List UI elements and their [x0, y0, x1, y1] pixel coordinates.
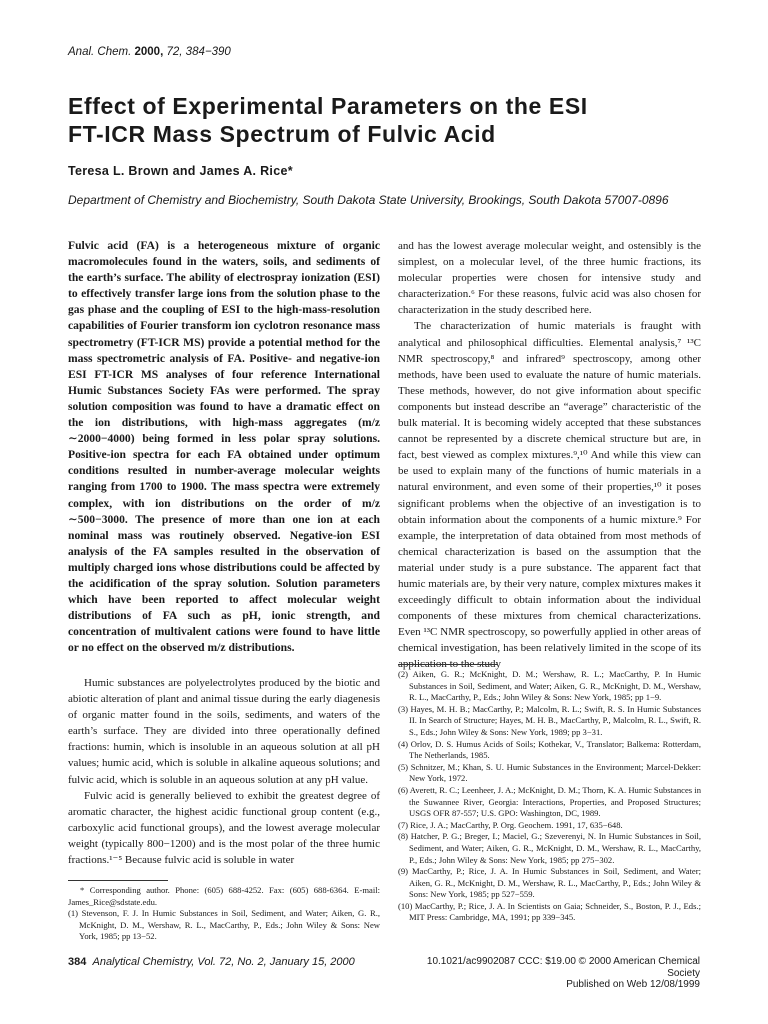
footnote-divider-left — [68, 880, 168, 881]
affiliation: Department of Chemistry and Biochemistry, South Dakota State University, Brookings, South Dakota 57007-0896 — [68, 193, 669, 207]
journal-reference — [68, 46, 231, 58]
corresponding-author-note: * Corresponding author. Phone: (605) 688-4252. Fax: (605) 688-6364. E-mail: James_Rice@sdstate.edu. — [68, 885, 380, 907]
reference-5: (5) Schnitzer, M.; Khan, S. U. Humic Substances in the Environment; Marcel-Dekker: New York, 1972. — [398, 761, 701, 784]
reference-8: (8) Hatcher, P. G.; Breger, I.; Maciel, G.; Szeverenyi, N. In Humic Substances in Soil, Sediment, and Water; Aiken, G. R., McKnight, D. M., Wershaw, R. L., MacCarthy, P., Eds.; John Wiley & Sons: New York, 1985; pp 275−302. — [398, 831, 701, 865]
intro-paragraph-2: Fulvic acid is generally believed to exhibit the greatest degree of aromatic character, the highest acidic functional group content (e.g., carboxylic acid functional groups), and the lowest average molecular weight (typically 800−1200) and is the most polar of the three humic fractions.¹⁻⁵ Because fulvic acid is soluble in water — [68, 789, 380, 867]
reference-9: (9) MacCarthy, P.; Rice, J. A. In Humic Substances in Soil, Sediment, and Water; Aiken, G. R., McKnight, D. M., Wershaw, R. L., MacCarthy, P., Eds.; John Wiley & Sons: New York, 1985; pp 527−559. — [398, 866, 701, 900]
title-line-2: FT-ICR Mass Spectrum of Fulvic Acid — [68, 121, 496, 147]
reference-7: (7) Rice, J. A.; MacCarthy, P. Org. Geochem. 1991, 17, 635−648. — [398, 819, 623, 830]
page-number: 384 — [68, 956, 87, 968]
journal-year: 2000, — [134, 46, 164, 58]
reference-3: (3) Hayes, M. H. B.; MacCarthy, P.; Malcolm, R. L.; Swift, R. S. In Humic Substances II. In Search of Structure; Hayes, M. H. B., MacCarthy, P., Malcolm, R. L., Swift, R. S., Eds.; John Wiley & Sons: New York, 1989; pp 3−31. — [398, 703, 701, 737]
reference-6: (6) Averett, R. C.; Leenheer, J. A.; McKnight, D. M.; Thorn, K. A. Humic Substances in the Suwannee River, Georgia: Interactions, Properties, and Proposed Structures; USGS OFR 87-557; U.S. GPO: Washington, DC, 1989. — [398, 784, 701, 819]
footnotes-left — [68, 885, 380, 943]
journal-issue: Analytical Chemistry, Vol. 72, No. 2, January 15, 2000 — [92, 956, 355, 968]
paper-title — [68, 92, 708, 148]
right-paragraph-1: and has the lowest average molecular weight, and ostensibly is the simplest, on a molecular level, of the three humic fractions, its molecular properties were chosen for intensive study and characterization.⁶ For these reasons, fulvic acid was also chosen for characterization in the study described here. — [398, 240, 701, 317]
footer-left — [68, 956, 355, 968]
reference-4: (4) Orlov, D. S. Humus Acids of Soils; Kothekar, V., Translator; Balkema: Rotterdam, The Netherlands, 1985. — [398, 738, 701, 761]
footnote-divider-right — [398, 664, 498, 665]
abstract: Fulvic acid (FA) is a heterogeneous mixture of organic macromolecules found in the waters, soils, and sediments of the earth’s surface. The ability of electrospray ionization (ESI) to effectively transfer large ions from the solution phase to the gas phase and the coupling of ESI to the high-mass-resolution capabilities of Fourier transform ion cyclotron resonance mass spectrometry (FT-ICR MS) provide a potential method for the mass spectrometric analysis of FA. Positive- and negative-ion ESI FT-ICR MS analyses of four reference International Humic Substances Society FAs were performed. The spray solution composition was found to have a dramatic effect on the ion distributions, with high-mass aggregates (m/z ∼2000−4000) being formed in less polar spray solutions. Positive-ion spectra for each FA obtained under optimum conditions resulted in number-average molecular weights ranging from 1700 to 1900. The mass spectra were extremely complex, with ion distributions on the order of m/z ∼500−3000. The presence of more than one ion at each nominal mass was routinely observed. Negative-ion ESI analysis of the FA samples resulted in the observation of multiply charged ions whose distributions could be affected by the acidification of the spray solution. Solution parameters which have been reported to affect molecular weight distributions of FA such as pH, ionic strength, and concentration of multivalent cations were found to have little or no effect on the observed m/z distributions. — [68, 239, 380, 655]
right-column — [398, 238, 701, 673]
title-line-1: Effect of Experimental Parameters on the ESI — [68, 93, 588, 119]
right-paragraph-2: The characterization of humic materials is fraught with analytical and philosophical difficulties. Elemental analysis,⁷ ¹³C NMR spectroscopy,⁸ and infrared⁹ spectroscopy, among other methods, have been used to evaluate the nature of humic materials. These methods, however, do not give information about specific components but instead describe an “average” characteristic of the bulk material. It is becoming widely accepted that these substances cannot be represented by a discrete chemical structure but are, in fact, best viewed as complex mixtures.⁹,¹⁰ And while this view can be used to explain many of the functions of humic materials in a natural environment, and even some of their properties,¹⁰ it poses significant problems when the objective of an investigation is to obtain information about the components of a humic mixture.⁹ For example, the interpretation of data obtained from most methods of chemical characterization is based on the assumption that the material under study is a pure substance. The apparent fact that humic materials are, by their very nature, complex mixtures makes it exceedingly difficult to obtain information about the individual components of these mixtures from chemical characterizations. Even ¹³C NMR spectroscopy, so powerfully applied in other areas of chemical investigation, has been relatively limited in the scope of its application to the study — [398, 320, 702, 671]
published-line: Published on Web 12/08/1999 — [566, 979, 700, 990]
authors: Teresa L. Brown and James A. Rice* — [68, 164, 293, 178]
footnotes-right — [398, 669, 701, 924]
intro-paragraph-1: Humic substances are polyelectrolytes produced by the biotic and abiotic alteration of plant and animal tissue during the early diagenesis of organic matter found in the soils, sediments, and waters of the earth’s surface. They are divided into three operationally defined fractions: humin, which is insoluble in an aqueous solution at all pH values; humic acid, which is soluble in alkaline aqueous solutions; and fulvic acid, which is soluble in an aqueous solution at any pH value. — [68, 677, 380, 786]
journal-pages: 384−390 — [185, 46, 231, 58]
reference-2: (2) Aiken, G. R.; McKnight, D. M.; Wershaw, R. L.; MacCarthy, P. In Humic Substances in Soil, Sediment, and Water; Aiken, G. R., McKnight, D. M., Wershaw, R. L., MacCarthy, P., Eds.; John Wiley & Sons: New York, 1985; pp 1−9. — [398, 669, 701, 703]
reference-1: (1) Stevenson, F. J. In Humic Substances in Soil, Sediment, and Water; Aiken, G. R., McKnight, D. M., Wershaw, R. L., MacCarthy, P., Eds.; John Wiley & Sons: New York, 1985; pp 13−52. — [68, 908, 380, 942]
reference-10: (10) MacCarthy, P.; Rice, J. A. In Scientists on Gaia; Schneider, S., Boston, P. J., Eds.; MIT Press: Cambridge, MA, 1991; pp 339−345. — [398, 900, 701, 923]
introduction-column — [68, 675, 380, 868]
footer-right — [398, 956, 700, 991]
doi-line: 10.1021/ac9902087 CCC: $19.00 © 2000 American Chemical Society — [426, 956, 700, 979]
journal-volume: 72, — [166, 46, 183, 58]
journal-name: Anal. Chem. — [68, 46, 132, 58]
